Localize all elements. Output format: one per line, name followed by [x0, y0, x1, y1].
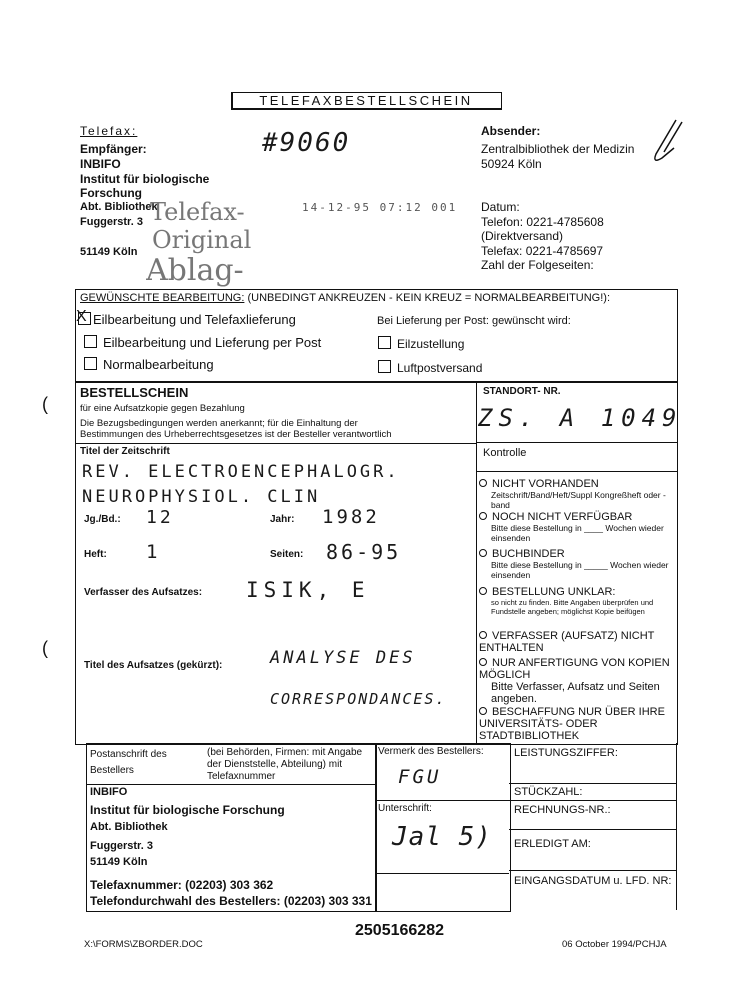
issue-label: Heft:: [84, 549, 107, 560]
option-label: Luftpostversand: [397, 361, 483, 375]
sender-fax: Telefax: 0221-4785697: [481, 244, 604, 258]
fax-stamp-line: Ablag-: [146, 253, 244, 288]
address-line: Fuggerstr. 3: [90, 840, 153, 852]
control-item: [479, 630, 669, 654]
recipient-line: INBIFO: [80, 157, 121, 171]
sender-phone: Telefon: 0221-4785608: [481, 215, 604, 229]
control-circle[interactable]: [479, 479, 487, 487]
sender-line: 50924 Köln: [481, 157, 542, 171]
postal-label: Postanschrift des Bestellers: [90, 749, 167, 776]
volume-value[interactable]: 12: [146, 507, 174, 528]
post-delivery-label: Bei Lieferung per Post: gewünscht wird:: [377, 315, 571, 327]
issue-value[interactable]: 1: [146, 541, 161, 563]
address-divider: [86, 784, 375, 785]
sender-initial-mark: [646, 118, 686, 168]
sender-label: Absender:: [481, 124, 541, 138]
processing-heading: [80, 292, 610, 304]
right-divider: [509, 783, 676, 784]
scan-mark: (: [42, 394, 48, 414]
fax-stamp-line: Telefax-: [150, 198, 245, 226]
control-item: [479, 706, 673, 742]
address-line: INBIFO: [90, 786, 128, 798]
pages-value[interactable]: 86-95: [326, 540, 402, 564]
option-label: Eilbearbeitung und Telefaxlieferung: [93, 312, 296, 327]
standort-label: STANDORT- NR.: [483, 386, 561, 397]
title-divider: [75, 443, 477, 444]
checkbox-express-post[interactable]: [84, 335, 97, 348]
signature-label: Unterschrift:: [378, 803, 432, 814]
year-label: Jahr:: [270, 514, 295, 525]
processing-heading-label: GEWÜNSCHTE BEARBEITUNG:: [80, 292, 245, 304]
control-item-sub: Bitte diese Bestellung in ____ Wochen wieder einsenden: [491, 523, 664, 543]
document-path: X:\FORMS\ZBORDER.DOC: [84, 939, 203, 950]
order-terms: Die Bezugsbedingungen werden anerkannt; für die Einhaltung der: [80, 418, 358, 429]
remarks-label: Vermerk des Bestellers:: [378, 746, 484, 757]
control-circle[interactable]: [479, 707, 487, 715]
remarks-value[interactable]: FGU: [398, 766, 442, 788]
control-item: [479, 478, 675, 510]
control-item-sub: so nicht zu finden. Bitte Angaben überprüfen und Fundstelle angeben; möglichst Kopie beifügen: [491, 598, 654, 616]
control-item: [479, 511, 675, 543]
control-item-title: NICHT VORHANDEN: [479, 478, 675, 490]
article-label: Titel des Aufsatzes (gekürzt):: [84, 660, 223, 671]
authority-note: (bei Behörden, Firmen: mit Angabe der Dienststelle, Abteilung) mit Telefaxnummer: [207, 747, 363, 782]
control-item-title: VERFASSER (AUFSATZ) NICHT ENTHALTEN: [479, 630, 655, 654]
author-label: Verfasser des Aufsatzes:: [84, 587, 203, 598]
control-item-title: NUR ANFERTIGUNG VON KOPIEN MÖGLICH: [479, 657, 670, 681]
control-circle[interactable]: [479, 549, 487, 557]
completed-label: ERLEDIGT AM:: [514, 838, 591, 850]
requester-phone: Telefondurchwahl des Bestellers: (02203) 303 331: [90, 894, 372, 908]
control-heading: Kontrolle: [483, 447, 527, 459]
volume-label: Jg./Bd.:: [84, 514, 121, 525]
address-line: Abt. Bibliothek: [90, 821, 168, 833]
control-item-title: BESTELLUNG UNKLAR:: [479, 586, 675, 598]
pages-label: Seiten:: [270, 549, 304, 560]
control-item-sub: Bitte diese Bestellung in _____ Wochen wieder einsenden: [491, 560, 669, 580]
kontrolle-divider: [476, 471, 677, 472]
right-edge: [676, 743, 677, 910]
form-title: TELEFAXBESTELLSCHEIN: [259, 93, 473, 108]
standort-divider: [476, 442, 677, 443]
control-circle[interactable]: [479, 512, 487, 520]
order-subheading: für eine Aufsatzkopie gegen Bezahlung: [80, 403, 245, 414]
journal-line[interactable]: NEUROPHYSIOL. CLIN: [82, 487, 321, 507]
control-circle[interactable]: [479, 658, 487, 666]
control-circle[interactable]: [479, 587, 487, 595]
checkbox-normal[interactable]: [84, 357, 97, 370]
control-item: [479, 548, 675, 580]
right-divider: [509, 829, 676, 830]
order-heading: BESTELLSCHEIN: [80, 385, 189, 400]
date-label: Datum:: [481, 200, 520, 214]
option-express-post[interactable]: [84, 335, 321, 350]
recipient-line: Fuggerstr. 3: [80, 216, 143, 228]
sender-line: Zentralbibliothek der Medizin: [481, 142, 635, 156]
requester-fax: Telefaxnummer: (02203) 303 362: [90, 878, 274, 892]
control-item-title: BUCHBINDER: [479, 548, 675, 560]
document-date: 06 October 1994/PCHJA: [562, 939, 667, 950]
article-line[interactable]: ANALYSE DES: [270, 648, 416, 668]
right-divider: [509, 800, 676, 801]
recipient-line: Institut für biologische: [80, 172, 210, 186]
fax-stamp-line: Original: [152, 226, 252, 254]
control-item-title: BESCHAFFUNG NUR ÜBER IHRE UNIVERSITÄTS- ODER STADTBIBLIOTHEK: [479, 706, 665, 742]
control-item-sub: Bitte Verfasser, Aufsatz und Seiten angeben.: [491, 681, 660, 705]
option-airmail[interactable]: [378, 360, 482, 375]
control-item: [479, 586, 675, 616]
lower-divider: [375, 873, 509, 874]
control-item-title: NOCH NICHT VERFÜGBAR: [479, 511, 675, 523]
author-value[interactable]: ISIK, E: [246, 578, 370, 602]
address-line: Institut für biologische Forschung: [90, 803, 285, 817]
right-divider: [509, 870, 676, 871]
checkbox-express-fax[interactable]: X: [78, 312, 91, 325]
telefax-label: Telefax:: [80, 124, 138, 138]
sender-phone-note: (Direktversand): [481, 229, 564, 243]
option-label: Normalbearbeitung: [103, 357, 214, 372]
received-label: EINGANGSDATUM u. LFD. NR:: [514, 875, 672, 887]
processing-heading-note: (UNBEDINGT ANKREUZEN - KEIN KREUZ = NORMALBEARBEITUNG!):: [247, 292, 611, 304]
option-express-delivery[interactable]: [378, 336, 464, 351]
signature-value[interactable]: Jal 5): [392, 822, 492, 852]
option-label: Eilzustellung: [397, 337, 465, 351]
checkbox-airmail[interactable]: [378, 360, 391, 373]
standort-value[interactable]: ZS. A 1049: [478, 404, 683, 432]
address-line: 51149 Köln: [90, 856, 148, 868]
recipient-label: Empfänger:: [80, 142, 147, 156]
invoice-label: RECHNUNGS-NR.:: [514, 804, 611, 816]
recipient-line: 51149 Köln: [80, 246, 138, 258]
recipient-line: Forschung: [80, 186, 142, 200]
quantity-label: STÜCKZAHL:: [514, 786, 583, 798]
following-pages: Zahl der Folgeseiten:: [481, 258, 594, 272]
option-normal[interactable]: [84, 357, 214, 372]
year-value[interactable]: 1982: [322, 506, 380, 528]
order-terms: Bestimmungen des Urheberrechtsgesetzes ist der Besteller verantwortlich: [80, 429, 392, 440]
recipient-line: Abt. Bibliothek: [80, 201, 158, 213]
checkbox-express-delivery[interactable]: [378, 336, 391, 349]
service-code-label: LEISTUNGSZIFFER:: [514, 747, 618, 759]
scan-mark: (: [42, 638, 48, 658]
sign-divider: [375, 800, 509, 801]
journal-line[interactable]: REV. ELECTROENCEPHALOGR.: [82, 462, 400, 482]
control-item: [479, 657, 673, 705]
article-line[interactable]: CORRESPONDANCES.: [270, 690, 447, 708]
control-item-sub: Zeitschrift/Band/Heft/Suppl Kongreßheft oder -band: [491, 490, 666, 510]
control-circle[interactable]: [479, 631, 487, 639]
control-divider: [476, 381, 477, 743]
option-express-fax[interactable]: [76, 308, 296, 327]
fax-timestamp: 14-12-95 07:12 001: [302, 201, 458, 214]
option-label: Eilbearbeitung und Lieferung per Post: [103, 335, 322, 350]
order-number-handwritten: #9060: [262, 128, 351, 158]
document-barcode-number: 2505166282: [355, 922, 444, 939]
journal-label: Titel der Zeitschrift: [80, 446, 170, 457]
